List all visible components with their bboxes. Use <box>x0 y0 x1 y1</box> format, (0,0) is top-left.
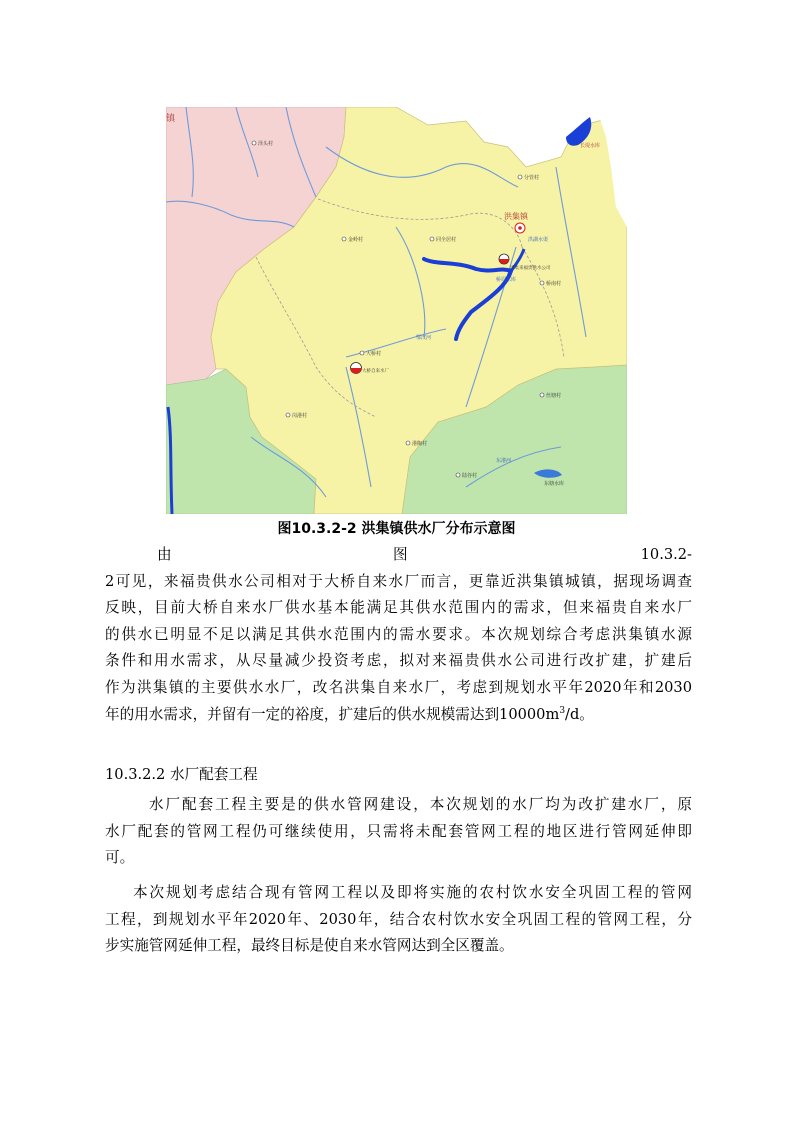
p2-line-1: 水厂配套工程主要是的供水管网建设，本次规划的水厂均为改扩建水厂，原 <box>149 796 692 813</box>
p3-line-3: 步实施管网延伸工程，最终目标是使自来水管网达到全区覆盖。 <box>105 937 514 955</box>
plant-a-icon <box>499 254 509 264</box>
plant-b-icon <box>351 363 362 374</box>
label-village-8: 港陶村 <box>412 441 428 447</box>
label-town-main: 洪集镇 <box>504 212 528 221</box>
p2-line-3: 可。 <box>105 849 135 867</box>
p1-line-7-b: /d。 <box>565 705 594 723</box>
water-plant-map <box>166 107 627 514</box>
p1-line-1-b: 图 <box>393 546 408 563</box>
label-village-2: 金岭村 <box>348 237 364 243</box>
label-town-top-left: 镇 <box>166 114 176 124</box>
label-river-1: 洪湖水渠 <box>528 237 549 243</box>
figure-caption: 图10.3.2-2 洪集镇供水厂分布示意图 <box>277 521 516 537</box>
label-village-9: 陆谷村 <box>462 473 478 479</box>
p1-line-6: 作为洪集镇的主要供水水厂，改名洪集自来水厂，考虑到规划水平年2020年和2030 <box>105 678 692 696</box>
map-svg <box>166 107 627 514</box>
p1-line-1-a: 由 <box>157 546 172 563</box>
label-reservoir-se: 东塘水库 <box>544 481 565 487</box>
p1-line-2: 2可见，来福贵供水公司相对于大桥自来水厂而言，更靠近洪集镇城镇，据现场调查 <box>105 572 692 590</box>
p1-line-7-sup: 3 <box>559 705 566 716</box>
paragraph-1 <box>105 542 692 728</box>
p1-line-1-c: 10.3.2- <box>640 546 692 563</box>
p1-line-5: 条件和用水需求，从尽量减少投资考虑，拟对来福贵供水公司进行改扩建，扩建后 <box>105 652 692 670</box>
p1-line-1 <box>105 542 692 569</box>
label-village-5: 桥南村 <box>546 281 562 287</box>
label-village-1: 泽头村 <box>258 141 274 147</box>
p3-line-2: 工程，到规划水平年2020年、2030年，结合农村饮水安全巩固工程的管网工程，分 <box>105 910 692 928</box>
label-plant-b: 大桥自来水厂 <box>362 369 389 374</box>
label-village-6: 大桥村 <box>366 351 382 357</box>
p2-line-2: 水厂配套的管网工程仍可继续使用，只需将未配套管网工程的地区进行管网延伸即 <box>105 822 692 840</box>
p1-line-7 <box>105 702 692 729</box>
label-village-4: 分管村 <box>524 175 540 181</box>
label-river-2: 桥周水库 <box>496 277 517 283</box>
label-village-3: 同全居村 <box>436 237 457 243</box>
paragraph-3 <box>105 880 692 960</box>
label-village-10: 丝塘村 <box>546 393 562 399</box>
p1-line-4: 的供水已明显不足以满足其供水范围内的需水要求。本次规划综合考虑洪集镇水源 <box>105 625 692 643</box>
p1-line-3: 反映，目前大桥自来水厂供水基本能满足其供水范围内的需求，但来福贵自来水厂 <box>105 599 692 617</box>
section-heading: 10.3.2.2 水厂配套工程 <box>105 766 258 783</box>
town-marker-dot <box>518 226 522 230</box>
label-village-7: 岗港村 <box>292 413 308 419</box>
label-plant-a: 洪集来福贵供水公司 <box>510 266 551 271</box>
p1-line-7-a: 年的用水需求，并留有一定的裕度，扩建后的供水规模需达到10000m <box>105 705 560 723</box>
label-river-3: 东港河 <box>496 458 512 464</box>
label-reservoir-ne: 长堤水库 <box>580 143 601 149</box>
label-river-4: 鄂汉河 <box>416 335 432 341</box>
paragraph-2 <box>105 792 692 872</box>
p3-line-1: 本次规划考虑结合现有管网工程以及即将实施的农村饮水安全巩固工程的管网 <box>133 884 692 901</box>
